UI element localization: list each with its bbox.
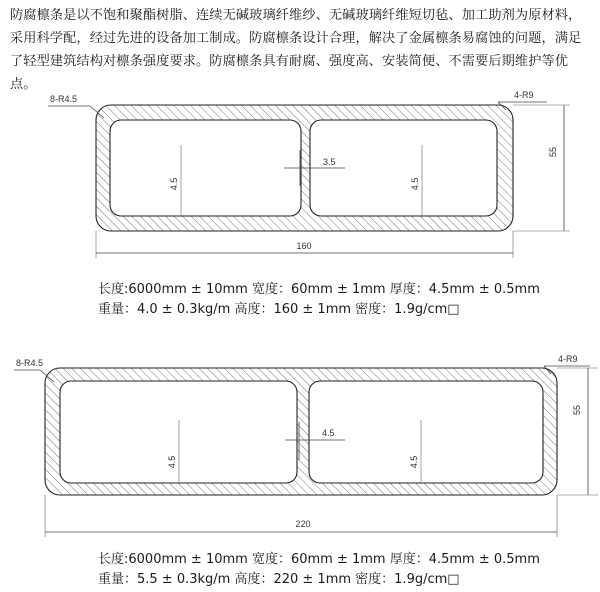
profile-2-spec-line-2: 重量：5.5 ± 0.3kg/m 高度：220 ± 1mm 密度：1.9g/cm□ xyxy=(98,572,460,587)
profile-1-spec-line-1: 长度:6000mm ± 10mm 宽度：60mm ± 1mm 厚度：4.5mm ± 0.5mm xyxy=(98,282,540,297)
profile-1-radius-label: 4-R9 xyxy=(514,90,534,100)
profile-2 xyxy=(14,354,598,537)
intro-paragraph: 防腐檩条是以不饱和聚酯树脂、连续无碱玻璃纤维纱、无碱玻璃纤维短切毡、加工助剂为原材料，采用科学配，经过先进的设备加工制成。防腐檩条设计合理，解决了金属檩条易腐蚀的问题，满足了轻型建筑结构对檩条强度要求。防腐檩条具有耐腐、强度高、安装简便、不需要后期维护等优点。 xyxy=(10,8,582,92)
profile-2-center-wall-dim: 4.5 xyxy=(322,428,335,438)
profile-2-left-wall-dim: 4.5 xyxy=(167,455,177,469)
profile-1-right-wall-dim: 4.5 xyxy=(410,177,420,191)
profile-1-specs xyxy=(98,280,540,320)
profile-1-left-wall-dim: 4.5 xyxy=(169,177,179,191)
profile-1-spec-line-2: 重量：4.0 ± 0.3kg/m 高度：160 ± 1mm 密度：1.9g/cm□ xyxy=(98,302,460,317)
profile-2-corner-label: 8-R4.5 xyxy=(16,358,44,368)
profile-2-specs xyxy=(98,550,540,590)
profile-2-right-wall-dim: 4.5 xyxy=(409,455,419,469)
profile-1-center-wall-dim: 3.5 xyxy=(323,157,336,167)
profile-2-height-dim: 55 xyxy=(572,404,582,416)
profile-2-radius-label: 4-R9 xyxy=(558,354,578,364)
profile-1-corner-label: 8-R4.5 xyxy=(50,94,78,104)
profile-1-height-dim: 55 xyxy=(548,146,558,158)
profile-1-width-dim: 160 xyxy=(296,241,312,251)
profile-2-width-dim: 220 xyxy=(295,519,311,529)
profile-1 xyxy=(48,90,570,258)
profile-2-spec-line-1: 长度:6000mm ± 10mm 宽度：60mm ± 1mm 厚度：4.5mm ± 0.5mm xyxy=(98,552,540,567)
profile-2-section xyxy=(45,368,557,495)
